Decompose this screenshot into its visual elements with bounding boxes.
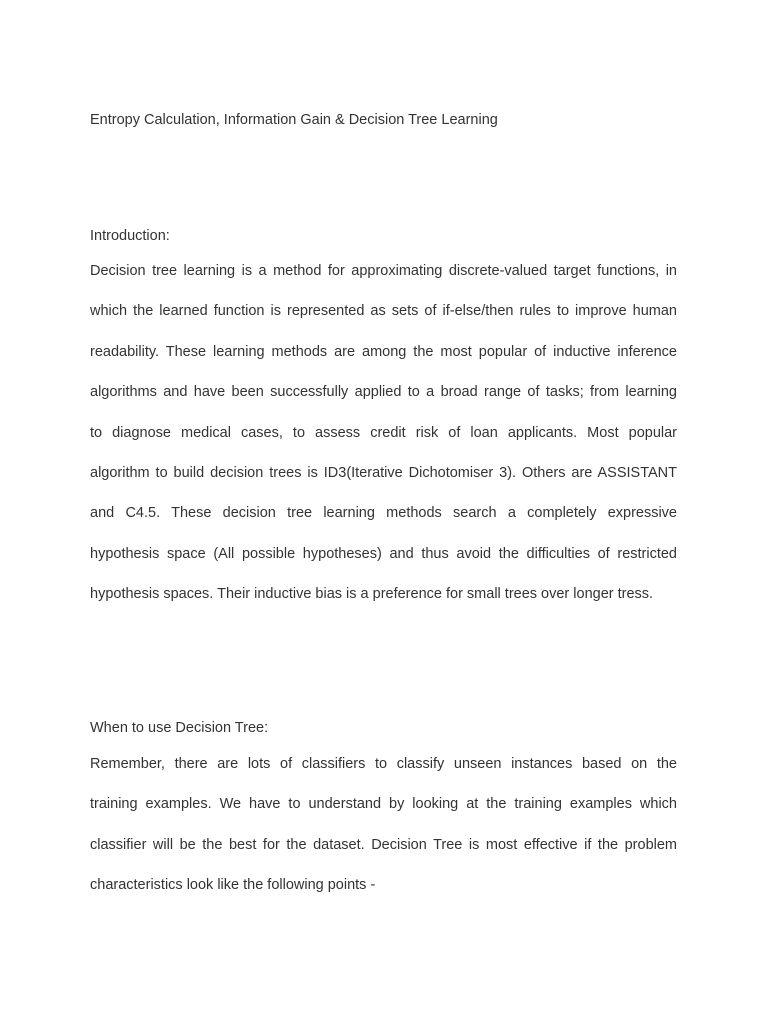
paragraph-line: hypothesis space (All possible hypotheses) and thus avoid the difficulties of restricted [90,545,677,562]
when-to-use-paragraph [90,746,677,908]
paragraph-line: and C4.5. These decision tree learning methods search a completely expressive [90,505,677,522]
paragraph-line: characteristics look like the following points - [90,877,376,894]
paragraph-line: algorithms and have been successfully applied to a broad range of tasks; from learning [90,384,677,401]
paragraph-line: classifier will be the best for the dataset. Decision Tree is most effective if the problem [90,836,677,853]
paragraph-line: readability. These learning methods are among the most popular of inductive inference [90,343,677,360]
paragraph-line: which the learned function is represented as sets of if-else/then rules to improve human [90,303,677,320]
introduction-paragraph [90,253,677,617]
paragraph-line: Remember, there are lots of classifiers to classify unseen instances based on the [90,756,677,772]
section-heading-introduction: Introduction: [90,228,170,244]
section-heading-when-to-use: When to use Decision Tree: [90,720,269,736]
paragraph-line: training examples. We have to understand by looking at the training examples which [90,796,677,813]
paragraph-line: algorithm to build decision trees is ID3(Iterative Dichotomiser 3). Others are ASSISTANT [90,464,677,481]
paragraph-line: hypothesis spaces. Their inductive bias is a preference for small trees over longer tress. [90,586,654,603]
paragraph-line: to diagnose medical cases, to assess credit risk of loan applicants. Most popular [90,424,677,441]
document-title: Entropy Calculation, Information Gain & Decision Tree Learning [90,112,498,128]
paragraph-line: Decision tree learning is a method for approximating discrete-valued target functions, in [90,263,677,279]
